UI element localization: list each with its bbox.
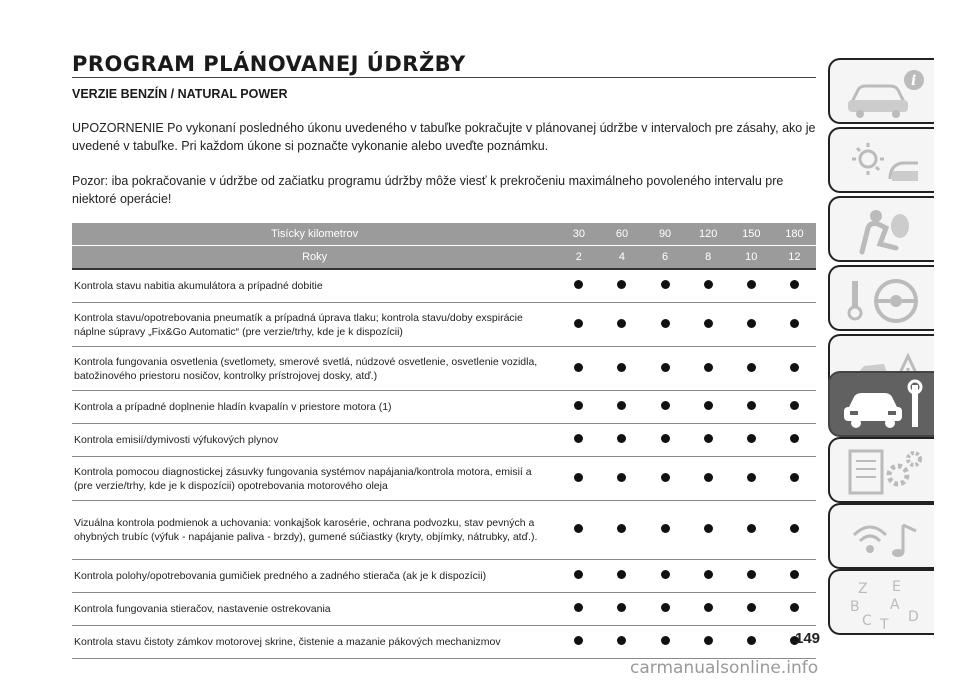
- bullet-icon: [617, 280, 626, 289]
- bullet-icon: [790, 524, 799, 533]
- interval-cell: [644, 457, 687, 501]
- bullet-icon: [790, 570, 799, 579]
- year-8: 8: [687, 246, 730, 270]
- task-description: Vizuálna kontrola podmienok a uchovania: vonkajšok karosérie, ochrana podvozku, stav pevných a ohybných trubíc (výfuk - napájanie paliva - brzdy), gumené súčiastky (kryty, objímky, nátrubky, atď.).: [72, 501, 557, 560]
- bullet-icon: [574, 524, 583, 533]
- interval-cell: [687, 560, 730, 593]
- task-description: Kontrola a prípadné doplnenie hladín kvapalín v priestore motora (1): [72, 391, 557, 424]
- page-title: PROGRAM PLÁNOVANEJ ÚDRŽBY: [72, 52, 466, 76]
- interval-cell: [557, 457, 600, 501]
- bullet-icon: [617, 319, 626, 328]
- interval-cell: [773, 303, 816, 347]
- interval-cell: [557, 501, 600, 560]
- bullet-icon: [747, 401, 756, 410]
- years-header-row: [72, 246, 816, 270]
- bullet-icon: [661, 473, 670, 482]
- bullet-icon: [617, 636, 626, 645]
- interval-cell: [687, 626, 730, 659]
- bullet-icon: [661, 524, 670, 533]
- index-letter-t: T: [880, 617, 889, 631]
- task-description: Kontrola stavu nabitia akumulátora a prípadné dobitie: [72, 269, 557, 303]
- km-150: 150: [730, 223, 773, 246]
- interval-cell: [557, 269, 600, 303]
- interval-cell: [687, 347, 730, 391]
- index-letter-c: C: [862, 613, 872, 629]
- task-description: Kontrola stavu čistoty zámkov motorovej skrine, čistenie a mazanie pákových mechanizmov: [72, 626, 557, 659]
- task-description: Kontrola fungovania stieračov, nastavenie ostrekovania: [72, 593, 557, 626]
- bullet-icon: [617, 603, 626, 612]
- table-row: [72, 560, 816, 593]
- bullet-icon: [704, 363, 713, 372]
- interval-cell: [730, 303, 773, 347]
- index-letter-a: A: [890, 597, 900, 613]
- interval-cell: [557, 303, 600, 347]
- bullet-icon: [747, 473, 756, 482]
- interval-cell: [600, 347, 643, 391]
- bullet-icon: [790, 434, 799, 443]
- car-wrench-icon: [840, 379, 930, 433]
- bullet-icon: [574, 636, 583, 645]
- table-row: [72, 593, 816, 626]
- interval-cell: [730, 424, 773, 457]
- interval-cell: [557, 424, 600, 457]
- bullet-icon: [574, 363, 583, 372]
- interval-cell: [644, 560, 687, 593]
- index-letter-e: E: [892, 579, 901, 595]
- bullet-icon: [661, 570, 670, 579]
- interval-cell: [730, 269, 773, 303]
- interval-cell: [600, 560, 643, 593]
- bullet-icon: [790, 319, 799, 328]
- bullet-icon: [747, 434, 756, 443]
- year-12: 12: [773, 246, 816, 270]
- interval-cell: [600, 501, 643, 560]
- bullet-icon: [661, 636, 670, 645]
- interval-cell: [644, 593, 687, 626]
- interval-cell: [600, 303, 643, 347]
- interval-cell: [557, 391, 600, 424]
- dashboard-lights-icon: [840, 135, 930, 189]
- interval-cell: [730, 560, 773, 593]
- bullet-icon: [790, 363, 799, 372]
- tab-maintenance[interactable]: [828, 371, 934, 437]
- interval-cell: [644, 626, 687, 659]
- interval-cell: [557, 626, 600, 659]
- interval-cell: [730, 626, 773, 659]
- bullet-icon: [790, 401, 799, 410]
- interval-cell: [600, 626, 643, 659]
- interval-cell: [557, 347, 600, 391]
- interval-cell: [687, 391, 730, 424]
- bullet-icon: [704, 319, 713, 328]
- watermark: carmanualsonline.info: [630, 658, 819, 678]
- years-header-label: Roky: [72, 246, 557, 270]
- interval-cell: [773, 391, 816, 424]
- multimedia-icon: [840, 511, 930, 565]
- km-60: 60: [600, 223, 643, 246]
- bullet-icon: [704, 636, 713, 645]
- bullet-icon: [574, 401, 583, 410]
- table-row: [72, 391, 816, 424]
- bullet-icon: [574, 434, 583, 443]
- bullet-icon: [661, 401, 670, 410]
- interval-cell: [730, 457, 773, 501]
- bullet-icon: [747, 524, 756, 533]
- interval-cell: [773, 424, 816, 457]
- bullet-icon: [617, 401, 626, 410]
- table-row: [72, 457, 816, 501]
- bullet-icon: [747, 280, 756, 289]
- bullet-icon: [747, 363, 756, 372]
- alphabet-index-icon: [840, 577, 930, 631]
- interval-cell: [600, 593, 643, 626]
- bullet-icon: [574, 280, 583, 289]
- tab-dashboard[interactable]: [828, 127, 934, 193]
- interval-cell: [773, 593, 816, 626]
- task-description: Kontrola fungovania osvetlenia (svetlomety, smerové svetlá, núdzové osvetlenie, osvetlenie vozidla, batožinového priestoru nosičov, kontrolky prístrojovej dosky, atď.): [72, 347, 557, 391]
- interval-cell: [773, 457, 816, 501]
- bullet-icon: [574, 603, 583, 612]
- bullet-icon: [617, 434, 626, 443]
- maintenance-table: [72, 223, 816, 659]
- interval-cell: [644, 347, 687, 391]
- tab-starting[interactable]: [828, 265, 934, 331]
- bullet-icon: [704, 473, 713, 482]
- interval-cell: [600, 391, 643, 424]
- index-letter-z: Z: [858, 581, 868, 597]
- year-6: 6: [644, 246, 687, 270]
- task-description: Kontrola emisií/dymivosti výfukových plynov: [72, 424, 557, 457]
- tab-index[interactable]: [828, 569, 934, 635]
- interval-cell: [730, 593, 773, 626]
- tab-safety[interactable]: [828, 196, 934, 262]
- car-info-icon: [840, 66, 930, 120]
- warning-paragraph: UPOZORNENIE Po vykonaní posledného úkonu uvedeného v tabuľke pokračujte v plánovanej údržbe v intervaloch pre zásahy, ako je uvedené v tabuľke. Pri každom úkone si poznačte vykonanie alebo uveďte poznámku.: [72, 121, 816, 153]
- interval-cell: [773, 269, 816, 303]
- bullet-icon: [790, 603, 799, 612]
- table-row: [72, 626, 816, 659]
- interval-cell: [687, 593, 730, 626]
- bullet-icon: [704, 524, 713, 533]
- table-row: [72, 501, 816, 560]
- bullet-icon: [704, 434, 713, 443]
- interval-cell: [644, 424, 687, 457]
- task-description: Kontrola pomocou diagnostickej zásuvky fungovania systémov napájania/kontrola motora, emisií a (pre verzie/trhy, kde je k dispozícii) opotrebovania motorového oleja: [72, 457, 557, 501]
- bullet-icon: [747, 319, 756, 328]
- bullet-icon: [704, 603, 713, 612]
- index-letter-d: D: [908, 609, 919, 625]
- interval-cell: [644, 391, 687, 424]
- bullet-icon: [704, 570, 713, 579]
- bullet-icon: [617, 473, 626, 482]
- interval-cell: [687, 424, 730, 457]
- interval-cell: [773, 347, 816, 391]
- bullet-icon: [661, 434, 670, 443]
- km-30: 30: [557, 223, 600, 246]
- task-description: Kontrola polohy/opotrebovania gumičiek predného a zadného stierača (ak je k dispozícii): [72, 560, 557, 593]
- bullet-icon: [747, 570, 756, 579]
- steering-wheel-key-icon: [840, 273, 930, 327]
- interval-cell: [600, 269, 643, 303]
- section-subtitle: VERZIE BENZÍN / NATURAL POWER: [72, 87, 288, 101]
- bullet-icon: [617, 570, 626, 579]
- interval-cell: [730, 347, 773, 391]
- interval-cell: [773, 560, 816, 593]
- title-divider: [72, 77, 816, 78]
- km-180: 180: [773, 223, 816, 246]
- interval-cell: [687, 457, 730, 501]
- bullet-icon: [617, 363, 626, 372]
- table-row: [72, 269, 816, 303]
- year-4: 4: [600, 246, 643, 270]
- table-row: [72, 303, 816, 347]
- km-90: 90: [644, 223, 687, 246]
- interval-cell: [687, 269, 730, 303]
- interval-cell: [644, 501, 687, 560]
- airbag-seat-icon: [840, 204, 930, 258]
- tab-specifications[interactable]: [828, 437, 934, 503]
- page-number: 149: [795, 630, 821, 647]
- year-10: 10: [730, 246, 773, 270]
- caution-paragraph: Pozor: iba pokračovanie v údržbe od začiatku programu údržby môže viesť k prekročeniu maximálneho povoleného intervalu pre niektoré operácie!: [72, 174, 784, 206]
- bullet-icon: [747, 603, 756, 612]
- table-row: [72, 424, 816, 457]
- tab-multimedia[interactable]: [828, 503, 934, 569]
- interval-cell: [557, 560, 600, 593]
- tab-car-info[interactable]: [828, 58, 934, 124]
- bullet-icon: [661, 603, 670, 612]
- bullet-icon: [574, 570, 583, 579]
- bullet-icon: [617, 524, 626, 533]
- bullet-icon: [790, 473, 799, 482]
- bullet-icon: [704, 280, 713, 289]
- task-description: Kontrola stavu/opotrebovania pneumatík a prípadná úprava tlaku; kontrola stavu/doby exspirácie náplne súpravy „Fix&Go Automatic“ (pre verzie/trhy, kde je k dispozícii): [72, 303, 557, 347]
- km-120: 120: [687, 223, 730, 246]
- interval-cell: [687, 303, 730, 347]
- interval-cell: [773, 501, 816, 560]
- bullet-icon: [661, 280, 670, 289]
- bullet-icon: [790, 280, 799, 289]
- bullet-icon: [704, 401, 713, 410]
- interval-cell: [644, 303, 687, 347]
- interval-cell: [730, 501, 773, 560]
- svg-text:i: i: [911, 73, 917, 89]
- interval-cell: [730, 391, 773, 424]
- km-header-row: [72, 223, 816, 246]
- bullet-icon: [747, 636, 756, 645]
- year-2: 2: [557, 246, 600, 270]
- interval-cell: [600, 424, 643, 457]
- bullet-icon: [661, 319, 670, 328]
- interval-cell: [557, 593, 600, 626]
- bullet-icon: [574, 319, 583, 328]
- interval-cell: [644, 269, 687, 303]
- interval-cell: [600, 457, 643, 501]
- table-row: [72, 347, 816, 391]
- km-header-label: Tisícky kilometrov: [72, 223, 557, 246]
- bullet-icon: [661, 363, 670, 372]
- bullet-icon: [574, 473, 583, 482]
- interval-cell: [687, 501, 730, 560]
- index-letter-b: B: [850, 599, 860, 615]
- specs-gears-icon: [840, 445, 930, 499]
